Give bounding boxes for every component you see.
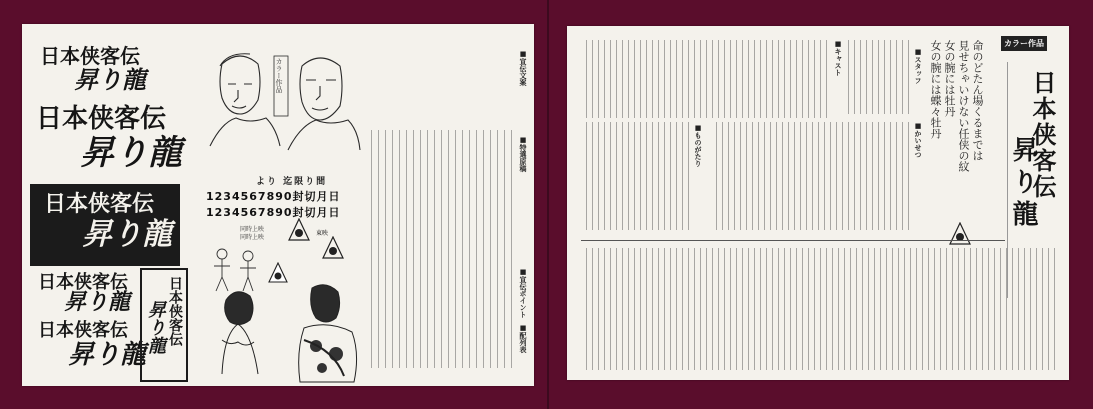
portrait-caption: カラー作品 xyxy=(275,58,283,93)
studio-mark-right xyxy=(949,222,971,246)
tagline-1: 命のどたん場くるまでは xyxy=(971,40,984,161)
section-staff-heading: ■スタッフ xyxy=(914,48,922,84)
tattoo-illustration xyxy=(208,280,374,384)
staff-list-block xyxy=(843,40,909,114)
section-publicity-heading: ■宣伝文案 xyxy=(519,50,527,86)
cast-list-block xyxy=(581,40,827,118)
countdown-row-2: 1234567890封切月日 xyxy=(206,206,341,219)
page-divider xyxy=(547,0,549,409)
theater-note-2: 同時上映 xyxy=(240,234,265,241)
logo-inverted-subtitle: 昇り龍 xyxy=(82,217,172,252)
studio-mark-label-1: 東映 xyxy=(316,230,329,237)
logo-title-small-3: 日本侠客伝 xyxy=(38,320,128,341)
logo-subtitle-small-2: 昇り龍 xyxy=(64,290,131,315)
theater-note-1: 同時上映 xyxy=(240,226,265,233)
story-text-block-bottom xyxy=(581,248,1055,370)
section-rule xyxy=(581,240,1005,241)
section-commentary-heading: ■かいせつ xyxy=(914,122,922,158)
left-press-sheet xyxy=(22,24,534,386)
section-cast-heading-right: ■キャスト xyxy=(834,40,842,76)
section-story-heading: ■ものがたり xyxy=(694,124,702,167)
section-cast-heading: ■配列表 xyxy=(519,324,527,353)
tagline-4: 女の腕には蝶々牡丹 xyxy=(929,40,942,139)
right-press-sheet xyxy=(567,26,1069,380)
logo-subtitle-medium: 昇り龍 xyxy=(80,133,182,173)
logo-subtitle-small-1: 昇り龍 xyxy=(74,66,146,94)
logo-title-small-2: 日本侠客伝 xyxy=(38,272,128,293)
logo-inverted-block xyxy=(30,184,180,266)
film-title-main: 日本侠客伝 xyxy=(1028,70,1056,200)
logo-title-small-1: 日本侠客伝 xyxy=(40,44,140,68)
section-points-heading: ■宣伝ポイント xyxy=(519,268,527,318)
logo-title-medium: 日本侠客伝 xyxy=(36,104,167,134)
copy-lines-area xyxy=(216,52,362,162)
vertical-logo-box xyxy=(140,268,188,382)
article-text-block xyxy=(370,130,512,368)
studio-mark-triangle-2 xyxy=(322,236,344,260)
story-text-block-top xyxy=(581,122,689,230)
studio-mark-triangle-1 xyxy=(288,218,310,242)
vertical-logo-subtitle: 昇り龍 xyxy=(145,300,166,354)
film-title-sub: 昇り龍 xyxy=(1008,136,1038,232)
tagline-3: 女の腕には牡丹 xyxy=(943,40,956,117)
vertical-logo-title: 日本侠客伝 xyxy=(167,276,183,346)
logo-subtitle-small-3: 昇り龍 xyxy=(68,340,147,370)
countdown-row-1: 1234567890封切月日 xyxy=(206,190,341,203)
color-label-badge: カラー作品 xyxy=(1001,36,1047,51)
commentary-text-block xyxy=(713,122,909,230)
section-newspaper-heading: ■特選原稿 xyxy=(519,136,527,172)
logo-inverted-title: 日本侠客伝 xyxy=(44,192,155,217)
tagline-2: 見せちゃいけない任侠の紋 xyxy=(957,40,970,172)
countdown-heading: より 迄限り間 xyxy=(256,177,328,187)
